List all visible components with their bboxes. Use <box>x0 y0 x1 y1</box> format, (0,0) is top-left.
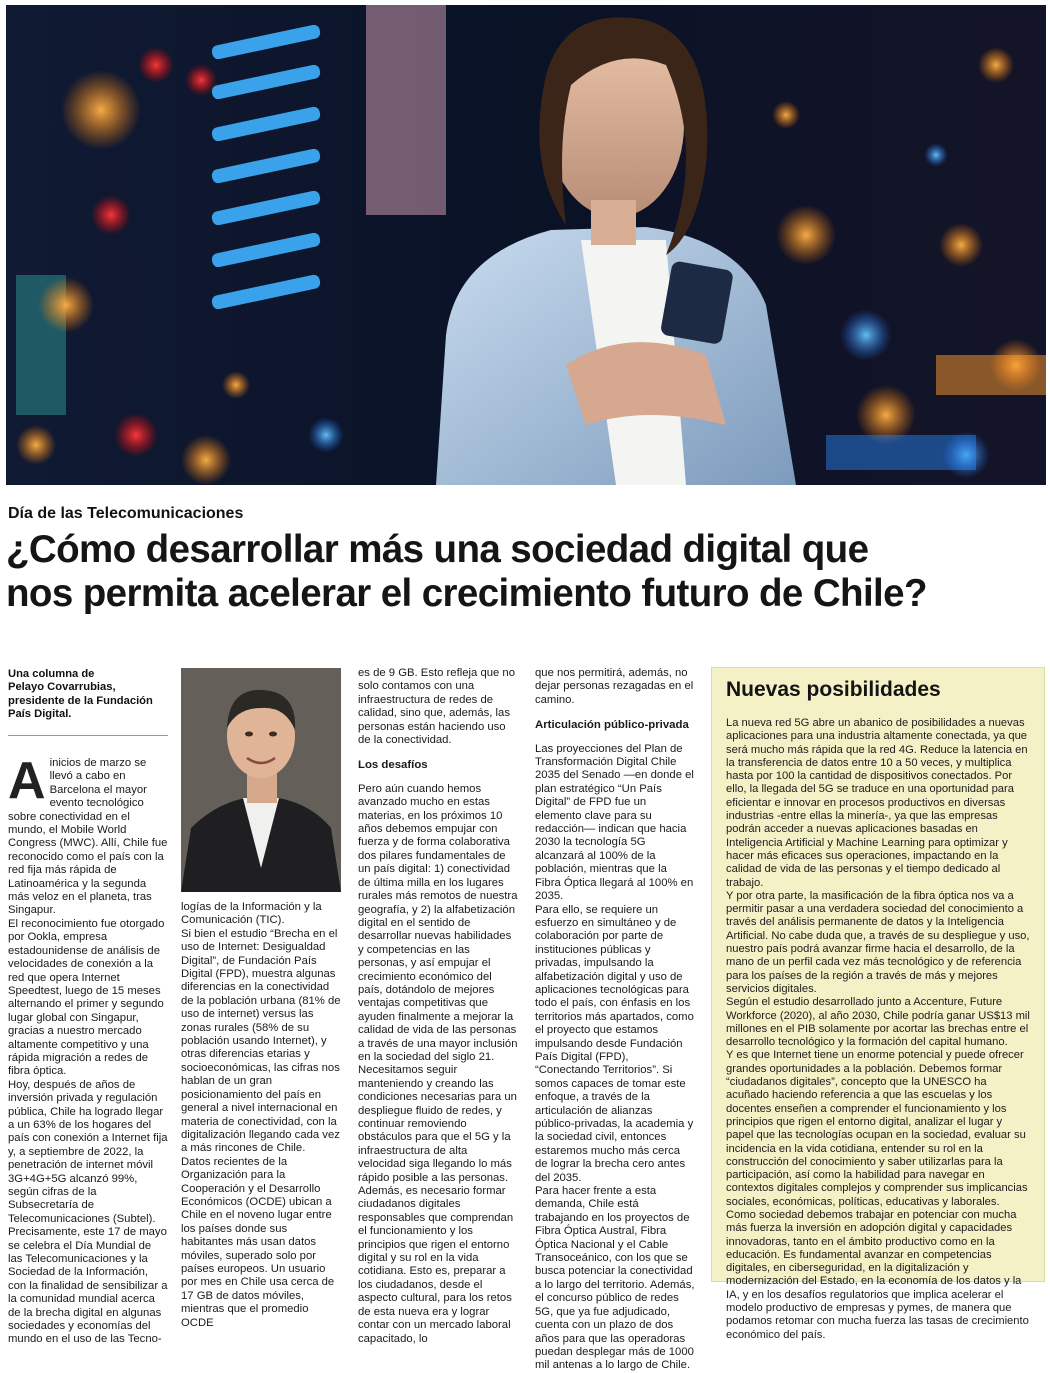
hero-photo <box>6 5 1046 485</box>
author-portrait <box>181 668 341 892</box>
paragraph-text: inicios de marzo se llevó a cabo en Barcelona el mayor evento tecnológico sobre conectividad en el mundo, el Mobile World Congress (MWC). Allí, Chile fue reconocido como el país con la red fija más rápida de Latinoamérica y la segunda más veloz en el planeta, tras Singapur. <box>8 757 168 917</box>
sidebar-paragraph: La nueva red 5G abre un abanico de posibilidades a nuevas aplicaciones para una industria altamente conectada, ya que será mucho más rápida que la red 4G. Reduce la latencia en la transferencia de datos entre 10 a 50 veces, y multiplica hasta por 100 la cantidad de dispositivos conectados. Por ello, la llegada del 5G se traduce en una oportunidad para eficientar e innovar en procesos productivos en diversas industrias -entre ellas la minería-, ya que las empresas podrán acceder a nuevas aplicaciones basadas en Inteligencia Artificial y Machine Learning para optimizar y hacer más eficaces sus operaciones, impactando en la calidad de vida de las personas y el tiempo dedicado al trabajo. <box>726 717 1028 889</box>
author-byline <box>8 668 173 722</box>
headline-line-1: ¿Cómo desarrollar más una sociedad digital que <box>6 528 869 571</box>
drop-cap: A <box>8 752 46 810</box>
hero-illustration <box>6 5 1046 485</box>
section-subhead: Los desafíos <box>358 759 428 772</box>
article-paragraph <box>8 752 168 918</box>
article-paragraph: Para hacer frente a esta demanda, Chile está trabajando en los proyectos de Fibra Óptica Austral, Fibra Óptica Nacional y el Cable Transoceánico, con los que se busca potenciar la conectividad a lo largo del territorio. Además, el concurso público de redes 5G, que ya fue adjudicado, cuenta con un plazo de dos años para que las operadoras puedan desplegar más de 1000 mil antenas a lo largo de Chile. <box>535 1185 695 1372</box>
article-column-2 <box>181 901 341 1329</box>
article-column-4 <box>535 667 695 1372</box>
headline-line-2: nos permita acelerar el crecimiento futuro de Chile? <box>6 572 927 615</box>
article-paragraph: Hoy, después de años de inversión privada y regulación pública, Chile ha logrado llegar a un 63% de los hogares del país con conexión a Internet fija y, a septiembre de 2022, la penetración de internet móvil 3G+4G+5G alcanzó 99%, según cifras de la Subsecretaría de Telecomunicaciones (Subtel). <box>8 1078 168 1225</box>
article-paragraph: El reconocimiento fue otorgado por Ookla, empresa estadounidense de análisis de velocidades de conexión a la red que opera Internet Speedtest, luego de 15 meses alternando el primer y segundo lugar global con Singapur, gracias a nuestro mercado altamente competitivo y una rápida migración a redes de fibra óptica. <box>8 917 165 1078</box>
section-subhead: Articulación público-privada <box>535 719 689 732</box>
byline-author-name: Pelayo Covarrubias, <box>8 681 116 694</box>
sidebar-paragraph: Como sociedad debemos trabajar en potenciar con mucha más fuerza la inversión en adopción digital y capacidades innovadoras, tanto en el ámbito productivo como en la educación. Es fundamental avanzar en competencias digitales, en ciberseguridad, en la digitalización y modernización del Estado, en la economía de los datos y la IA, y en los desafíos regulatorios que implica acelerar el modelo productivo de empresas y pymes, de manera que podamos retomar con mucha fuerza las tasas de crecimiento económico del país. <box>726 1208 1029 1341</box>
byline-divider <box>8 735 168 736</box>
article-paragraph: Para ello, se requiere un esfuerzo en simultáneo y de colaboración por parte de instituciones públicas y privadas, impulsando la alfabetización digital y uso de aplicaciones tecnológicas para todo el país, con énfasis en los territorios más apartados, como el proyecto que estamos impulsando desde Fundación País Digital (FPD), “Conectando Territorios”. Si somos capaces de tomar este enfoque, a través de la articulación de alianzas público-privadas, la academia y la sociedad civil, entonces estaremos mucho más cerca de lograr la brecha cero antes del 2035. <box>535 903 694 1184</box>
article-paragraph: Precisamente, este 17 de mayo se celebra el Día Mundial de las Telecomunicaciones y la Sociedad de la Información, con la finalidad de sensibilizar a la comunidad mundial acerca de la brecha digital en algunas sociedades y economías del mundo en el uso de las Tecno- <box>8 1226 168 1346</box>
sidebar-paragraph: Según el estudio desarrollado junto a Accenture, Future Workforce (2020), al año 2030, Chile podría ganar US$13 mil millones en el PIB solamente por acortar las brechas entre el desarrollo tecnológico y la formación del capital humano. <box>726 996 1030 1049</box>
article-paragraph: Necesitamos seguir manteniendo y creando las condiciones necesarias para un despliegue fluido de redes, y continuar removiendo obstáculos para que el 5G y la infraestructura de alta velocidad siga llegando lo más rápido posible a las personas. <box>358 1064 517 1184</box>
sidebar-paragraph: Y por otra parte, la masificación de la fibra óptica nos va a permitir pasar a una verdadera sociedad del conocimiento a través del análisis permanente de datos y la Inteligencia Artificial. No cabe duda que, a través de su despliegue y uso, nuestro país podrá avanzar firme hacia el desarrollo, de la mano de un perfil cada vez más tecnológico y de referencia para los países de la región a través de más y mejores servicios digitales. <box>726 889 1030 995</box>
article-paragraph: que nos permitirá, además, no dejar personas rezagadas en el camino. <box>535 667 694 706</box>
article-paragraph: Las proyecciones del Plan de Transformación Digital Chile 2035 del Senado —en donde el plan estratégico “Un País Digital” de FPD fue un elemento clave para su redacción— indican que hacia 2030 la tecnología 5G alcanzará al 100% de la población, mientras que la Fibra Óptica llegará al 100% en 2035. <box>535 742 694 903</box>
section-kicker: Día de las Telecomunicaciones <box>8 505 244 522</box>
byline-line: Una columna de <box>8 668 95 680</box>
article-paragraph: Pero aún cuando hemos avanzado mucho en estas materias, en los próximos 10 años debemos empujar con fuerza y de forma colaborativa dos pilares fundamentales de un país digital: 1) conectividad de última milla en los lugares rurales más remotos de nuestra geografía, y 2) la alfabetización digital en el sentido de desarrollar nuevas habilidades y competencias en las personas, y así empujar el crecimiento económico del país, dotándolo de mejores ventajas competitivas que ayuden finalmente a mejorar la calidad de vida de las personas a través de una mayor inclusión en la sociedad del siglo 21. <box>358 782 518 1063</box>
article-column-1 <box>8 752 168 1346</box>
byline-organization: País Digital. <box>8 708 72 721</box>
sidebar-paragraph: Y es que Internet tiene un enorme potencial y puede ofrecer grandes oportunidades a la población. Debemos formar “ciudadanos digitales”, concepto que la UNESCO ha acuñado haciendo referencia a que las escuelas y los docentes enseñen a comprender el funcionamiento y los principios que rigen el entorno digital, analizar el lugar y papel que las tecnologías ocupan en la sociedad, evaluar su incidencia en la vida cotidiana, entender su rol en la construcción del conocimiento y saber utilizarlas para la participación, así como la habilidad para navegar en contextos digitales complejos y comprender sus implicancias sociales, económicas, políticas, educativas y laborales. <box>726 1049 1028 1208</box>
article-paragraph: Datos recientes de la Organización para la Cooperación y el Desarrollo Económicos (OCDE) ubican a Chile en el noveno lugar entre los países donde sus habitantes más usan datos móviles, superado solo por países europeos. Un usuario por mes en Chile usa cerca de 17 GB de datos móviles, mientras que el promedio OCDE <box>181 1155 335 1329</box>
article-paragraph: Además, es necesario formar ciudadanos digitales responsables que comprendan el funcionamiento y los principios que rigen el entorno digital y su rol en la vida cotidiana. Esto es, preparar a los ciudadanos, desde el aspecto cultural, para los retos de esta nueva era y lograr contar con un mercado laboral capacitado, lo <box>358 1185 514 1345</box>
article-paragraph: logías de la Información y la Comunicación (TIC). <box>181 901 322 927</box>
sidebar-box <box>711 667 1045 1341</box>
byline-role: presidente de la Fundación <box>8 694 153 707</box>
article-paragraph: es de 9 GB. Esto refleja que no solo contamos con una infraestructura de redes de calidad, sino que, además, las personas están haciendo uso de la conectividad. <box>358 667 515 747</box>
portrait-illustration <box>181 668 341 892</box>
article-column-3 <box>358 667 518 1345</box>
article-headline <box>6 528 1046 616</box>
sidebar-body <box>726 717 1032 1342</box>
sidebar-title: Nuevas posibilidades <box>726 678 941 701</box>
article-paragraph: Si bien el estudio “Brecha en el uso de Internet: Desigualdad Digital”, de Fundación País Digital (FPD), muestra algunas diferencias en la conectividad de la población urbana (81% de uso de internet) versus las zonas rurales (58% de su población usando Internet), y otras diferencias etarias y socioeconómicas, las cifras nos hablan de un gran posicionamiento del país en general a nivel internacional en materia de conectividad, con la digitalización llegando cada vez a más rincones de Chile. <box>181 927 341 1155</box>
